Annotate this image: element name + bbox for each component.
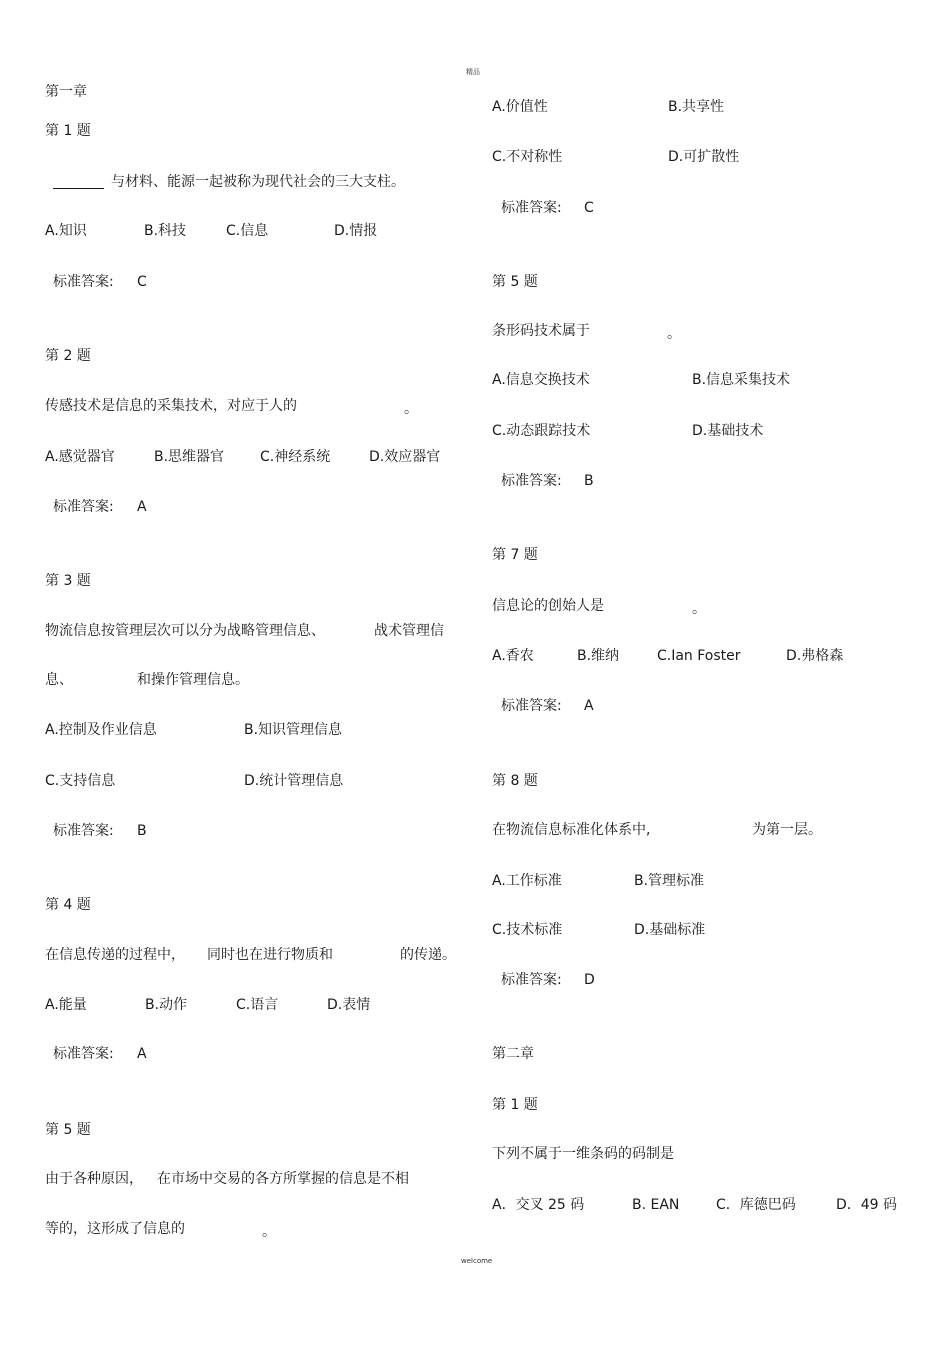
option: C.技术标准 [492, 922, 563, 938]
option: A.工作标准 [492, 873, 562, 889]
option: D.统计管理信息 [244, 773, 344, 789]
answer-value: B [584, 473, 594, 489]
option: D.基础标准 [634, 922, 706, 938]
question-stem-end: 。 [692, 601, 706, 617]
question-title: 第 7 题 [492, 547, 538, 563]
option: C.Ian Foster [657, 648, 741, 664]
page-header-mark: 精品 [466, 68, 480, 76]
answer-value: C [584, 200, 594, 216]
answer-label: 标准答案: [53, 1046, 114, 1062]
option: B.科技 [144, 223, 187, 239]
option: B.动作 [145, 997, 188, 1013]
question-stem-end: 。 [667, 326, 681, 342]
question-stem: 下列不属于一维条码的码制是 [492, 1146, 674, 1162]
option: D.基础技术 [692, 423, 764, 439]
option: A.控制及作业信息 [45, 722, 157, 738]
answer-label: 标准答案: [501, 972, 562, 988]
option: D.可扩散性 [668, 149, 740, 165]
answer-value: A [584, 698, 594, 714]
option: C.动态跟踪技术 [492, 423, 591, 439]
question-stem: 为第一层。 [752, 822, 822, 838]
option: B.维纳 [577, 648, 620, 664]
answer-value: A [137, 1046, 147, 1062]
chapter-heading: 第二章 [492, 1046, 534, 1062]
option: A．交叉 25 码 [492, 1197, 585, 1213]
question-stem: 信息论的创始人是 [492, 598, 604, 614]
answer-value: C [137, 274, 147, 290]
question-title: 第 5 题 [492, 274, 538, 290]
option: B.共享性 [668, 99, 725, 115]
answer-label: 标准答案: [501, 473, 562, 489]
answer-label: 标准答案: [53, 823, 114, 839]
question-title: 第 5 题 [45, 1122, 91, 1138]
option: B.信息采集技术 [692, 372, 791, 388]
option: A.能量 [45, 997, 87, 1013]
option: C.信息 [226, 223, 269, 239]
question-stem: 战术管理信 [374, 623, 444, 639]
question-stem: 息、 [45, 672, 73, 688]
answer-label: 标准答案: [501, 698, 562, 714]
answer-value: B [137, 823, 147, 839]
answer-value: D [584, 972, 595, 988]
option: D.情报 [334, 223, 378, 239]
option: C.语言 [236, 997, 279, 1013]
question-stem: 在信息传递的过程中， [45, 947, 185, 963]
option: A.知识 [45, 223, 87, 239]
option: C.支持信息 [45, 773, 116, 789]
question-stem: 传感技术是信息的采集技术，对应于人的 [45, 398, 297, 414]
option: C.不对称性 [492, 149, 563, 165]
option: D.表情 [327, 997, 371, 1013]
option: C.神经系统 [260, 449, 331, 465]
option: A.信息交换技术 [492, 372, 590, 388]
option: D．49 码 [836, 1197, 898, 1213]
question-stem: 等的，这形成了信息的 [45, 1221, 185, 1237]
question-stem: 与材料、能源一起被称为现代社会的三大支柱。 [111, 174, 405, 190]
option: A.香农 [492, 648, 534, 664]
question-title: 第 3 题 [45, 573, 91, 589]
answer-value: A [137, 499, 147, 515]
question-title: 第 1 题 [492, 1097, 538, 1113]
option: A.感觉器官 [45, 449, 115, 465]
question-title: 第 1 题 [45, 123, 91, 139]
option: D.效应器官 [369, 449, 441, 465]
question-stem: 物流信息按管理层次可以分为战略管理信息、 [45, 623, 325, 639]
question-title: 第 2 题 [45, 348, 91, 364]
option: B.思维器官 [154, 449, 225, 465]
question-stem: 同时也在进行物质和 [207, 947, 333, 963]
question-title: 第 8 题 [492, 773, 538, 789]
question-stem: 在物流信息标准化体系中, [492, 822, 651, 838]
question-stem: 的传递。 [400, 947, 456, 963]
question-stem: 和操作管理信息。 [137, 672, 249, 688]
option: B. EAN [632, 1197, 680, 1213]
question-stem-end: 。 [404, 401, 418, 417]
chapter-heading: 第一章 [45, 84, 87, 100]
answer-blank [53, 188, 104, 189]
option: B.管理标准 [634, 873, 705, 889]
question-stem-end: 。 [262, 1224, 276, 1240]
answer-label: 标准答案: [501, 200, 562, 216]
answer-label: 标准答案: [53, 499, 114, 515]
option: A.价值性 [492, 99, 548, 115]
option: C．库德巴码 [716, 1197, 796, 1213]
answer-label: 标准答案: [53, 274, 114, 290]
option: D.弗格森 [786, 648, 844, 664]
page-footer-mark: welcome [461, 1257, 493, 1265]
question-title: 第 4 题 [45, 897, 91, 913]
question-stem: 条形码技术属于 [492, 323, 590, 339]
question-stem: 在市场中交易的各方所掌握的信息是不相 [157, 1171, 409, 1187]
question-stem: 由于各种原因， [45, 1171, 143, 1187]
option: B.知识管理信息 [244, 722, 343, 738]
